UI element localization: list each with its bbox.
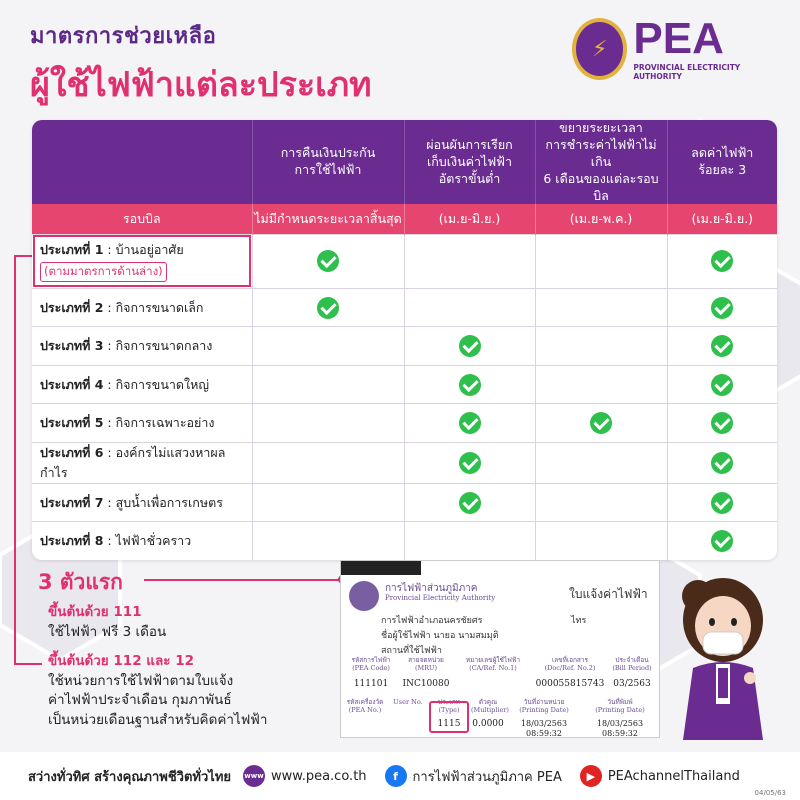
bill-header: รหัสการไฟฟ้า (PEA Code)	[351, 656, 391, 672]
footer	[0, 752, 800, 800]
table-cell	[667, 442, 777, 483]
bill-topbar	[341, 561, 421, 575]
column-period: (เม.ย-มิ.ย.)	[667, 204, 777, 234]
bill-header: ประเภท (Type)	[438, 698, 460, 714]
check-icon	[590, 412, 612, 434]
header-subtitle: มาตรการช่วยเหลือ	[30, 24, 217, 49]
bill-header: ประจำเดือน (Bill Period)	[612, 656, 652, 672]
pointer-line	[144, 579, 339, 581]
table-cell	[252, 327, 404, 366]
sample-bill	[340, 560, 660, 738]
row-type: ประเภทที่ 3	[40, 338, 104, 354]
check-icon	[459, 452, 481, 474]
check-icon	[711, 492, 733, 514]
bill-seal-icon	[349, 581, 379, 611]
table-cell	[252, 404, 404, 443]
header	[30, 18, 372, 111]
pea-seal-icon: ⚡	[572, 18, 627, 80]
table-cell	[667, 234, 777, 288]
bill-location: สถานที่ใช้ไฟฟ้า	[381, 646, 442, 656]
bill-value: 18/03/2563 08:59:32	[596, 719, 644, 738]
bill-header: สายจดหน่วย (MRU)	[408, 656, 444, 672]
check-icon	[711, 452, 733, 474]
first3-section	[38, 566, 123, 599]
table-cell	[535, 404, 667, 443]
column-period: รอบบิล	[32, 204, 252, 234]
check-icon	[711, 412, 733, 434]
bill-value: INC10080	[402, 679, 450, 689]
bill-office: การไฟฟ้าอำเภอนครชัยศร	[381, 616, 483, 626]
footer-facebook-label[interactable]: การไฟฟ้าส่วนภูมิภาค PEA	[412, 769, 562, 785]
check-icon	[711, 250, 733, 272]
check-icon	[317, 250, 339, 272]
table-row	[32, 327, 777, 366]
column-header: ขยายระยะเวลา การชำระค่าไฟฟ้าไม่เกิน 6 เดือนของแต่ละรอบบิล	[535, 120, 667, 204]
first3-list	[48, 603, 338, 740]
column-period: (เม.ย-มิ.ย.)	[404, 204, 535, 234]
table-row	[32, 365, 777, 404]
check-icon	[711, 374, 733, 396]
list-item-heading: ขึ้นต้นด้วย 111	[48, 604, 142, 620]
check-icon	[317, 297, 339, 319]
table-cell	[404, 234, 535, 288]
check-icon	[459, 412, 481, 434]
row-type: ประเภทที่ 7	[40, 494, 104, 510]
table-cell	[667, 365, 777, 404]
table-cell	[404, 365, 535, 404]
table-row	[32, 522, 777, 561]
check-icon	[459, 374, 481, 396]
footer-website[interactable]	[243, 765, 367, 787]
column-header: ลดค่าไฟฟ้า ร้อยละ 3	[667, 120, 777, 204]
row-type: ประเภทที่ 4	[40, 376, 104, 392]
column-header	[32, 120, 252, 204]
facebook-icon: f	[385, 765, 407, 787]
logo-name: PEA	[633, 14, 724, 63]
row-label	[32, 442, 252, 483]
header-title: ผู้ใช้ไฟฟ้าแต่ละประเภท	[30, 65, 372, 105]
table-cell	[252, 522, 404, 561]
table-cell	[252, 483, 404, 522]
row-desc: : ไฟฟ้าชั่วคราว	[107, 533, 192, 549]
list-item	[48, 652, 338, 730]
table-cell	[252, 234, 404, 288]
table-row	[32, 404, 777, 443]
row-type: ประเภทที่ 6	[40, 444, 104, 460]
row-type: ประเภทที่ 8	[40, 533, 104, 549]
bill-value: 000055815743	[535, 679, 605, 689]
row-label	[32, 365, 252, 404]
table-row	[32, 483, 777, 522]
pea-logo	[572, 14, 772, 84]
bill-org: การไฟฟ้าส่วนภูมิภาค	[385, 583, 478, 594]
bill-type-highlight	[429, 698, 469, 733]
bill-header: หมายเลขผู้ใช้ไฟฟ้า (CA/Ref. No.1)	[465, 656, 521, 672]
table-cell	[667, 483, 777, 522]
bill-value: 18/03/2563 08:59:32	[520, 719, 568, 738]
bill-header: User No.	[393, 698, 423, 706]
table-cell	[535, 288, 667, 327]
table-row	[32, 288, 777, 327]
table-cell	[252, 365, 404, 404]
bill-grid	[341, 657, 659, 695]
table-row	[32, 442, 777, 483]
bill-org-en: Provincial Electricity Authority	[385, 594, 496, 602]
table-cell	[404, 442, 535, 483]
check-icon	[711, 335, 733, 357]
globe-icon: www	[243, 765, 265, 787]
bill-office-right: ไทร	[571, 616, 587, 626]
column-header: ผ่อนผันการเรียก เก็บเงินค่าไฟฟ้า อัตราขั้นต่ำ	[404, 120, 535, 204]
first3-title: 3 ตัวแรก	[38, 570, 123, 594]
bill-header: เลขที่เอกสาร (Doc/Ref. No.2)	[544, 656, 596, 672]
bill-header: วันที่พิมพ์ (Printing Date)	[595, 698, 645, 714]
table-cell	[535, 234, 667, 288]
check-icon	[711, 297, 733, 319]
table-row	[32, 234, 777, 288]
row-desc: : องค์กรไม่แสวงหาผลกำไร	[40, 444, 226, 480]
row-desc: : กิจการขนาดใหญ่	[107, 376, 209, 392]
bill-type-value: 1115	[437, 719, 461, 729]
table-cell	[535, 522, 667, 561]
row-note: (ตามมาตรการด้านล่าง)	[40, 262, 167, 282]
row-label	[32, 234, 252, 288]
row-label	[32, 288, 252, 327]
list-item-text: ใช้หน่วยการใช้ไฟฟ้าตามใบแจ้ง ค่าไฟฟ้าประจำเดือน กุมภาพันธ์ เป็นหน่วยเดือนฐานสำหรับคิดค่าไฟฟ้า	[48, 672, 268, 728]
list-item-heading: ขึ้นต้นด้วย 112 และ 12	[48, 653, 195, 670]
check-icon	[459, 335, 481, 357]
table-cell	[252, 288, 404, 327]
bill-header: วันที่อ่านหน่วย (Printing Date)	[519, 698, 569, 714]
row-label	[32, 522, 252, 561]
footer-facebook[interactable]	[385, 765, 562, 787]
connector-line	[14, 255, 34, 257]
table-cell	[667, 327, 777, 366]
table-cell	[252, 442, 404, 483]
table-cell	[404, 327, 535, 366]
bill-value: 111101	[353, 679, 389, 689]
bill-customer: ชื่อผู้ใช้ไฟฟ้า นายอ นามสมมุติ	[381, 631, 499, 641]
bill-header: รหัสเครื่องวัด (PEA No.)	[346, 698, 384, 714]
check-icon	[711, 530, 733, 552]
table-cell	[667, 522, 777, 561]
bill-value: 03/2563	[613, 679, 651, 689]
row-desc: : สูบน้ำเพื่อการเกษตร	[107, 494, 223, 510]
pea-staff-illustration	[668, 568, 778, 740]
row-desc: : กิจการขนาดกลาง	[107, 338, 213, 354]
row-label	[32, 404, 252, 443]
row-desc: : กิจการขนาดเล็ก	[107, 299, 204, 315]
table-cell	[404, 483, 535, 522]
footer-youtube[interactable]	[580, 765, 740, 787]
row-type: ประเภทที่ 2	[40, 299, 104, 315]
footer-youtube-label[interactable]: PEAchannelThailand	[607, 768, 740, 784]
list-item-text: ใช้ไฟฟ้า ฟรี 3 เดือน	[48, 623, 167, 640]
table-cell	[667, 404, 777, 443]
logo-subtitle: PROVINCIAL ELECTRICITY AUTHORITY	[633, 63, 741, 81]
table-cell	[404, 288, 535, 327]
footer-slogan: สว่างทั่วทิศ สร้างคุณภาพชีวิตทั่วไทย	[28, 769, 232, 785]
table-cell	[667, 288, 777, 327]
bill-title: ใบแจ้งค่าไฟฟ้า	[569, 587, 648, 601]
row-label	[32, 483, 252, 522]
check-icon	[459, 492, 481, 514]
table-cell	[535, 442, 667, 483]
table-cell	[404, 522, 535, 561]
row-desc: : กิจการเฉพาะอย่าง	[107, 415, 215, 431]
youtube-icon: ▶	[580, 765, 602, 787]
table-cell	[535, 327, 667, 366]
row-label	[32, 327, 252, 366]
footer-website-label[interactable]: www.pea.co.th	[271, 768, 367, 784]
measures-table	[32, 120, 777, 560]
row-type: ประเภทที่ 1	[40, 242, 104, 258]
table-cell	[535, 483, 667, 522]
row-desc: : บ้านอยู่อาศัย	[107, 242, 184, 258]
bill-header: ตัวคูณ (Multiplier)	[471, 698, 509, 714]
footer-date: 04/05/63	[754, 789, 786, 797]
connector-arrow	[14, 663, 42, 665]
column-period: (เม.ย-พ.ค.)	[535, 204, 667, 234]
table-cell	[535, 365, 667, 404]
row-type: ประเภทที่ 5	[40, 415, 104, 431]
table-cell	[404, 404, 535, 443]
list-item	[48, 603, 338, 642]
bill-value: 0.0000	[472, 719, 504, 729]
connector-line	[14, 255, 16, 663]
column-period: ไม่มีกำหนดระยะเวลาสิ้นสุด	[252, 204, 404, 234]
column-header: การคืนเงินประกัน การใช้ไฟฟ้า	[252, 120, 404, 204]
